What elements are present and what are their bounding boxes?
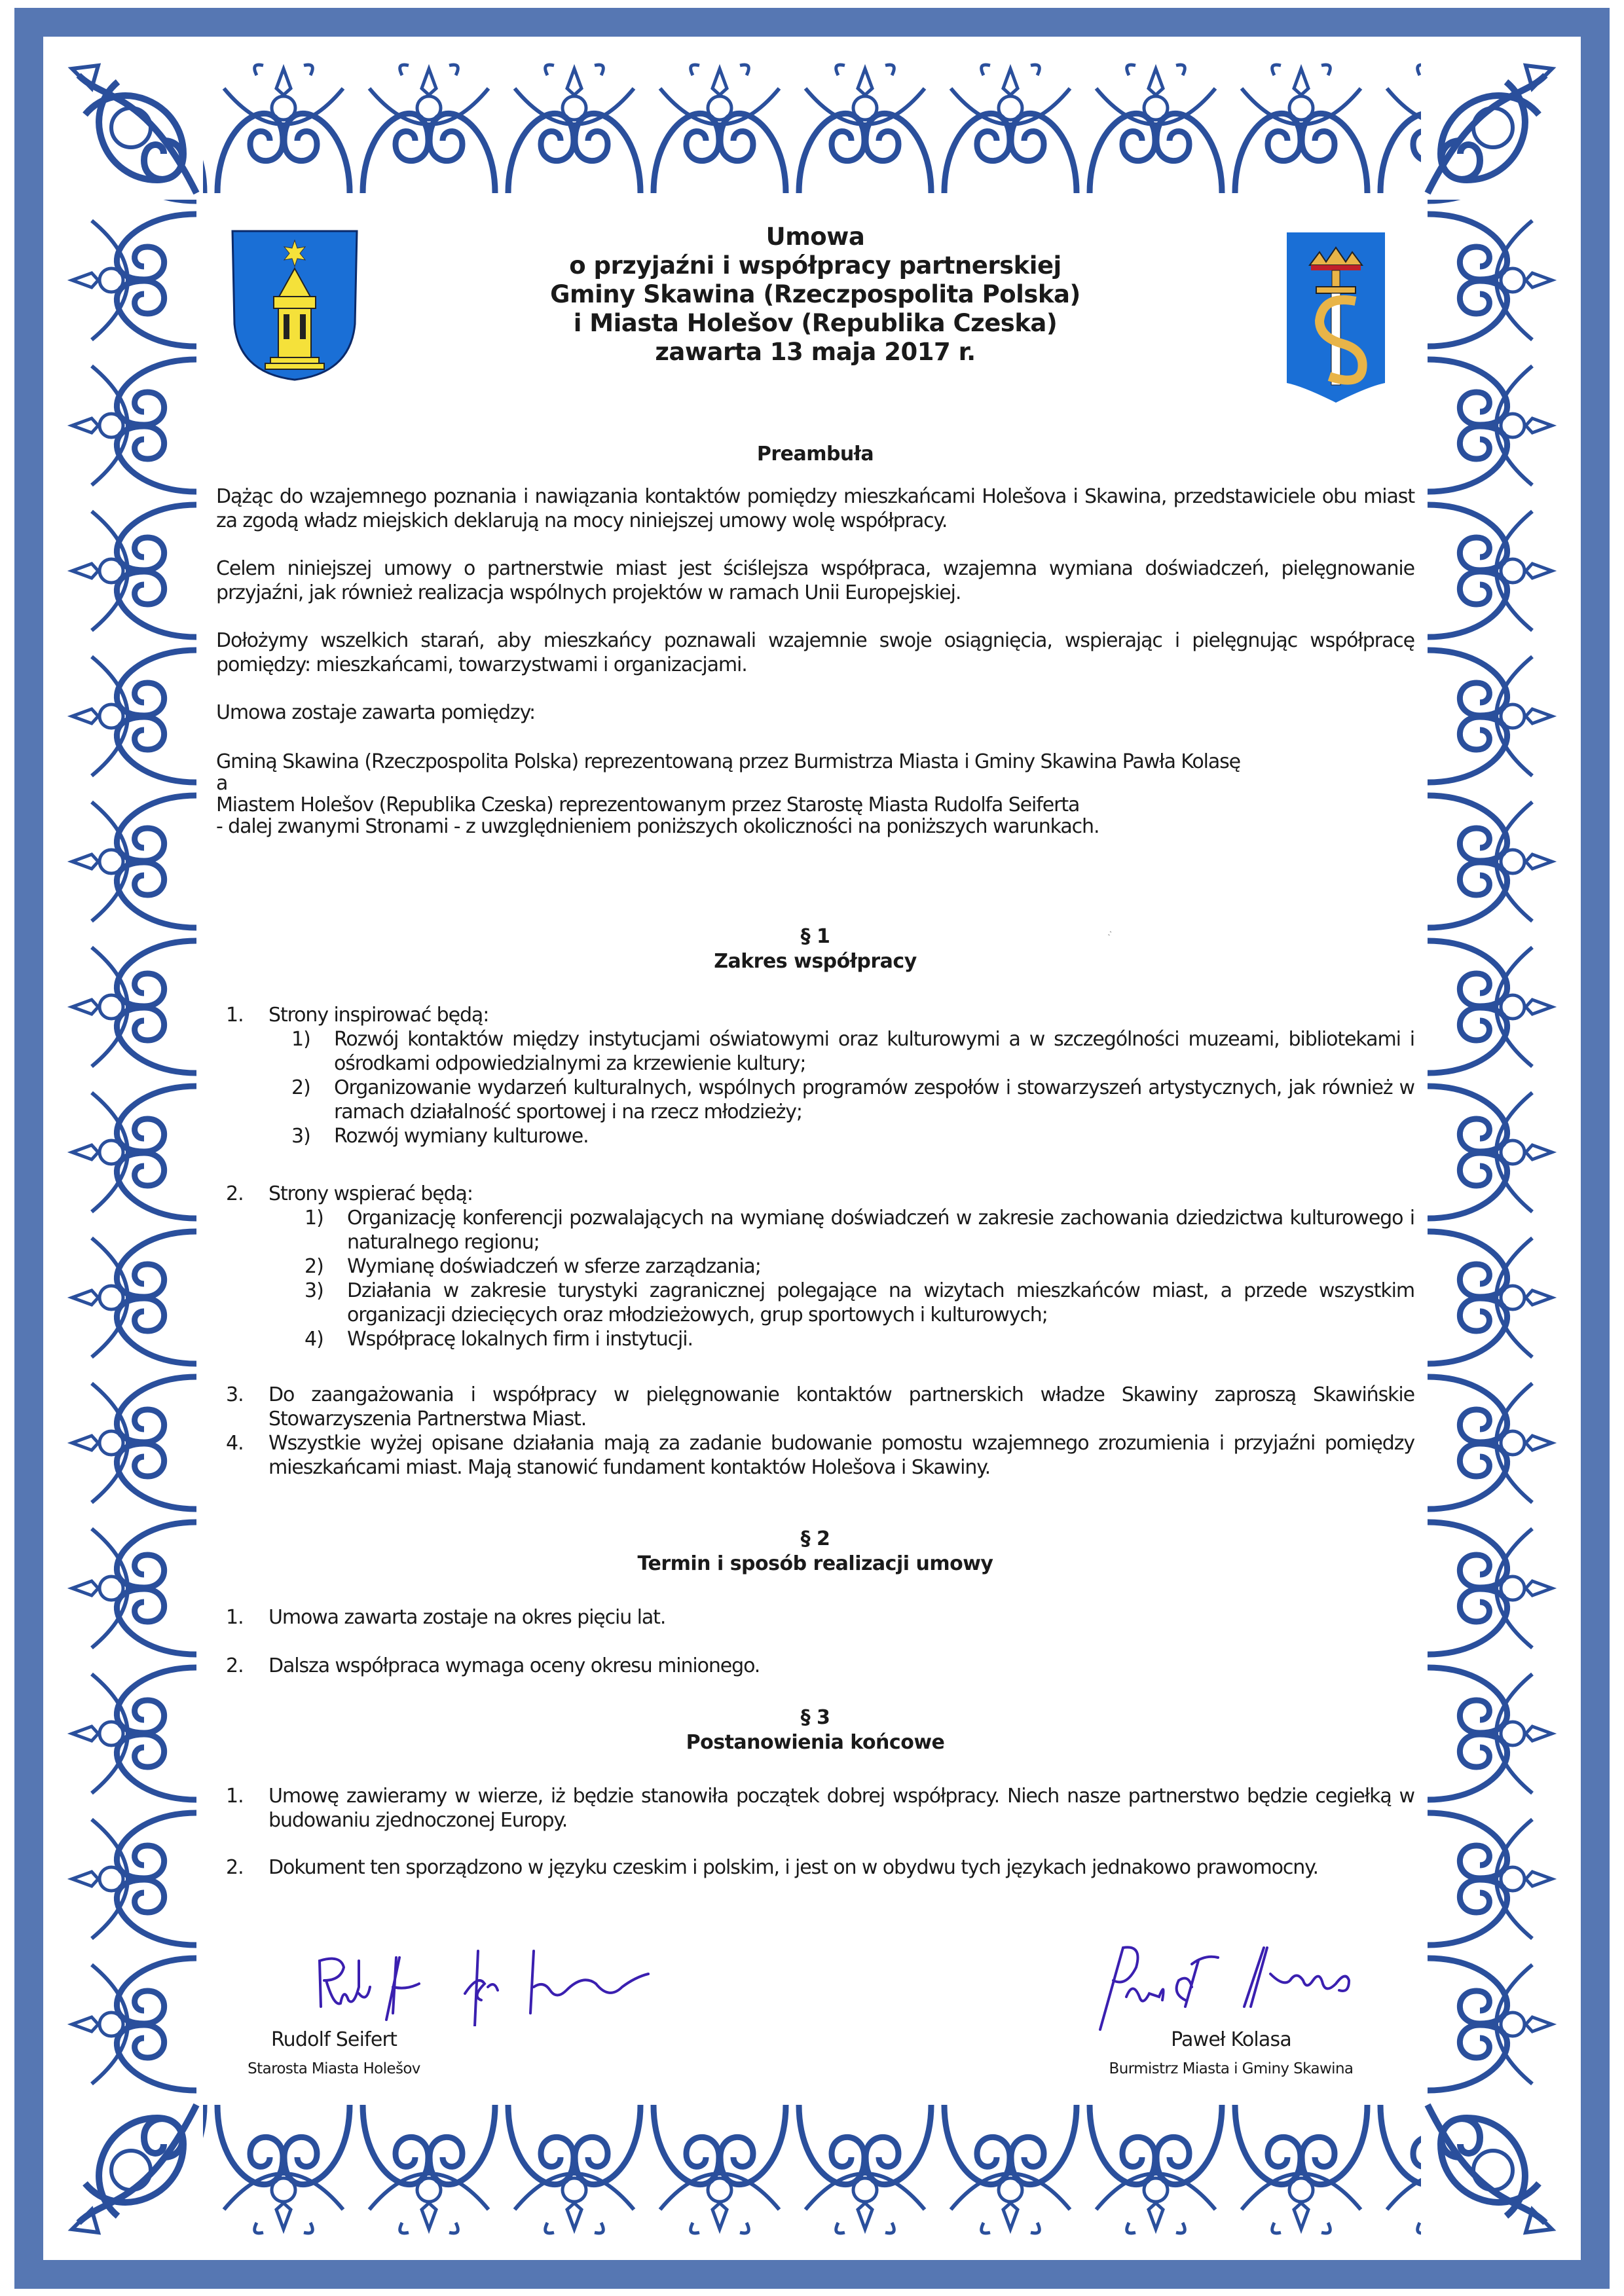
item-text: Do zaangażowania i współpracy w pielęgnowanie kontaktów partnerskich władze Skawiny zaproszą Skawińskie Stowarzyszenia Partnerstwa Miast. [268,1383,1414,1430]
preamble-paragraph: Dołożymy wszelkich starań, aby mieszkańcy poznawali wzajemnie swoje osiągnięcia, wspierając i pielęgnując współpracę pomiędzy: mieszkańcami, towarzystwami i organizacjami. [216,629,1414,676]
subitem-number: 1) [291,1028,310,1051]
section-2-title: Termin i sposób realizacji umowy [637,1552,993,1575]
item-number: 1. [226,1606,244,1629]
item-number: 2. [226,1654,244,1677]
handwritten-signature-icon [1087,1935,1375,2033]
subitem-number: 2) [304,1255,323,1278]
item-number: 2. [226,1182,244,1205]
item-text: Wszystkie wyżej opisane działania mają za zadanie budowanie pomostu wzajemnego zrozumienia i przyjaźni pomiędzy mieszkańcami miast. Mają stanowić fundament kontaktów Holešova i Skawiny. [268,1432,1414,1479]
section-2-symbol: § 2 [800,1527,830,1550]
item-text: Dalsza współpraca wymaga oceny okresu minionego. [268,1654,760,1677]
subitem-text: Wymianę doświadczeń w sferze zarządzania; [347,1255,761,1278]
item-text: Umowę zawieramy w wierze, iż będzie stanowiła początek dobrej współpracy. Niech nasze partnerstwo będzie cegiełką w budowaniu zjednoczonej Europy. [268,1785,1414,1832]
subitem-number: 3) [304,1279,323,1302]
subitem-text: Rozwój wymiany kulturowe. [334,1125,589,1148]
document-title [216,223,1414,367]
title-line: Umowa [766,223,865,251]
title-line: i Miasta Holešov (Republika Czeska) [573,309,1058,337]
signatory-name: Paweł Kolasa [1171,2028,1291,2051]
item-number: 4. [226,1432,244,1455]
handwritten-signature-icon [308,1948,688,2026]
parties-clause: - dalej zwanymi Stronami - z uwzględnieniem poniższych okoliczności na poniższych warunkach. [216,815,1099,838]
subitem-text: Organizowanie wydarzeń kulturalnych, wspólnych programów zespołów i stowarzyszeń artystycznych, jak również w ramach działalność sportowej i na rzecz młodzieży; [334,1076,1414,1123]
item-text: Dokument ten sporządzono w języku czeskim i polskim, i jest on w obydwu tych językach jednakowo prawomocny. [268,1856,1318,1879]
subitem-number: 1) [304,1207,323,1230]
agreement-document [216,196,1414,2095]
preamble-paragraph: Dążąc do wzajemnego poznania i nawiązania kontaktów pomiędzy mieszkańcami Holešova i Skawina, przedstawiciele obu miast za zgodą władz miejskich deklarują na mocy niniejszej umowy wolę współpracy. [216,485,1414,532]
preamble-paragraph: Celem niniejszej umowy o partnerstwie miast jest ściślejsza współpraca, wzajemna wymiana doświadczeń, pielęgnowanie przyjaźni, jak również realizacja wspólnych projektów w ramach Unii Europejskiej. [216,557,1414,604]
item-number: 1. [226,1785,244,1808]
title-line: o przyjaźni i współpracy partnerskiej [569,251,1061,280]
scan-mark: ᾿᾿ [1106,929,1120,941]
party-conjunction: a [216,772,228,795]
signatory-role: Starosta Miasta Holešov [248,2060,420,2077]
item-text: Umowa zawarta zostaje na okres pięciu lat. [268,1606,666,1629]
title-date: zawarta 13 maja 2017 r. [655,338,976,366]
item-number: 3. [226,1383,244,1406]
subitem-number: 3) [291,1125,310,1148]
section-3-title: Postanowienia końcowe [686,1731,945,1754]
subitem-number: 2) [291,1076,310,1099]
item-text: Strony inspirować będą: [268,1004,489,1027]
subitem-number: 4) [304,1328,323,1351]
subitem-text: Współpracę lokalnych firm i instytucji. [347,1328,693,1351]
signatory-name: Rudolf Seifert [270,2028,397,2051]
signatory-role: Burmistrz Miasta i Gminy Skawina [1109,2060,1354,2077]
section-3-symbol: § 3 [800,1706,830,1729]
subitem-text: Działania w zakresie turystyki zagranicznej polegające na wizytach mieszkańców miast, a przede wszystkim organizacji dziecięcych oraz młodzieżowych, grup sportowych i kulturowych; [347,1279,1414,1326]
item-number: 1. [226,1004,244,1027]
item-number: 2. [226,1856,244,1879]
preamble-heading: Preambuła [756,443,874,465]
item-text: Strony wspierać będą: [268,1182,473,1205]
section-1-symbol: § 1 [800,925,830,948]
subitem-text: Organizację konferencji pozwalających na wymianę doświadczeń w zakresie zachowania dziedzictwa kulturowego i naturalnego regionu; [347,1207,1414,1254]
section-1-title: Zakres współpracy [714,950,917,973]
title-line: Gminy Skawina (Rzeczpospolita Polska) [550,280,1080,308]
party-skawina: Gminą Skawina (Rzeczpospolita Polska) reprezentowaną przez Burmistrza Miasta i Gminy Skawina Pawła Kolasę [216,750,1241,773]
subitem-text: Rozwój kontaktów między instytucjami oświatowymi oraz kulturowymi a w szczególności muzeami, bibliotekami i ośrodkami odpowiedzialnymi za krzewienie kultury; [334,1028,1414,1075]
party-holesov: Miastem Holešov (Republika Czeska) reprezentowanym przez Starostę Miasta Rudolfa Seiferta [216,793,1080,816]
preamble-paragraph: Umowa zostaje zawarta pomiędzy: [216,701,536,724]
